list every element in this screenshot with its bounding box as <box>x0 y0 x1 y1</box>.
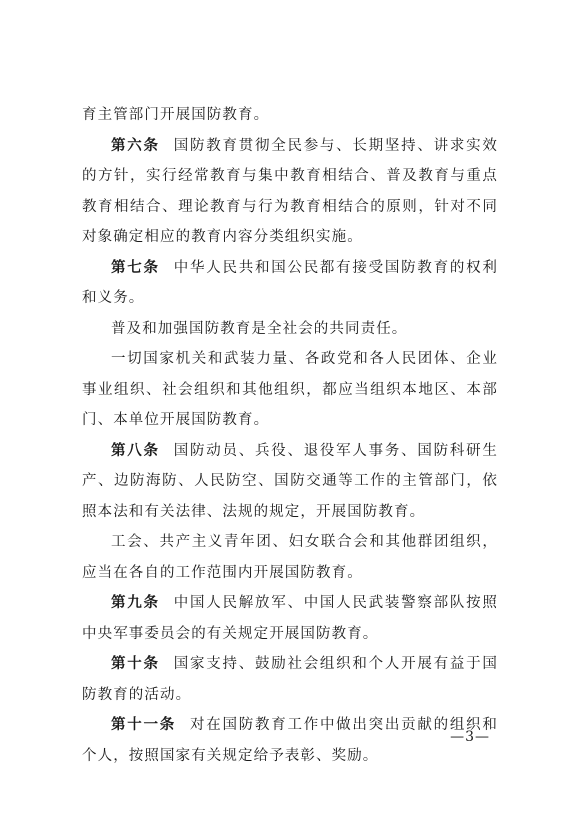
article-11 <box>82 710 498 771</box>
article-8 <box>82 436 498 528</box>
article-text: 中华人民共和国公民都有接受国防教育的权利和义务。 <box>82 259 498 306</box>
article-text: 国家支持、鼓励社会组织和个人开展有益于国防教育的活动。 <box>82 656 498 703</box>
article-6 <box>82 131 498 253</box>
article-number: 第七条 <box>111 259 160 276</box>
article-text: 对在国防教育工作中做出突出贡献的组织和个人，按照国家有关规定给予表彰、奖励。 <box>82 717 498 764</box>
article-9 <box>82 588 498 649</box>
article-text: 国防动员、兵役、退役军人事务、国防科研生产、边防海防、人民防空、国防交通等工作的主管部门，依照本法和有关法律、法规的规定，开展国防教育。 <box>82 442 498 520</box>
paragraph <box>82 527 498 588</box>
article-number: 第十条 <box>111 656 160 672</box>
document-body <box>82 100 498 771</box>
page-number: —3— <box>450 729 490 745</box>
paragraph-text: 工会、共产主义青年团、妇女联合会和其他群团组织，应当在各自的工作范围内开展国防教育。 <box>82 534 498 581</box>
article-number: 第六条 <box>111 137 160 154</box>
paragraph-text: 普及和加强国防教育是全社会的共同责任。 <box>111 320 408 337</box>
article-number: 第九条 <box>111 595 160 611</box>
article-number: 第八条 <box>111 442 160 459</box>
paragraph-text: 一切国家机关和武装力量、各政党和各人民团体、企业事业组织、社会组织和其他组织，都应当组织本地区、本部门、本单位开展国防教育。 <box>82 351 498 428</box>
paragraph-text: 育主管部门开展国防教育。 <box>82 107 270 123</box>
paragraph <box>82 314 498 345</box>
article-text: 中国人民解放军、中国人民武装警察部队按照中央军事委员会的有关规定开展国防教育。 <box>82 595 498 642</box>
article-number: 第十一条 <box>111 717 176 733</box>
article-text: 国防教育贯彻全民参与、长期坚持、讲求实效的方针，实行经常教育与集中教育相结合、普及教育与重点教育相结合、理论教育与行为教育相结合的原则，针对不同对象确定相应的教育内容分类组织实施。 <box>82 137 498 245</box>
paragraph <box>82 344 498 436</box>
paragraph-continuation <box>82 100 498 131</box>
article-10 <box>82 649 498 710</box>
article-7 <box>82 253 498 314</box>
